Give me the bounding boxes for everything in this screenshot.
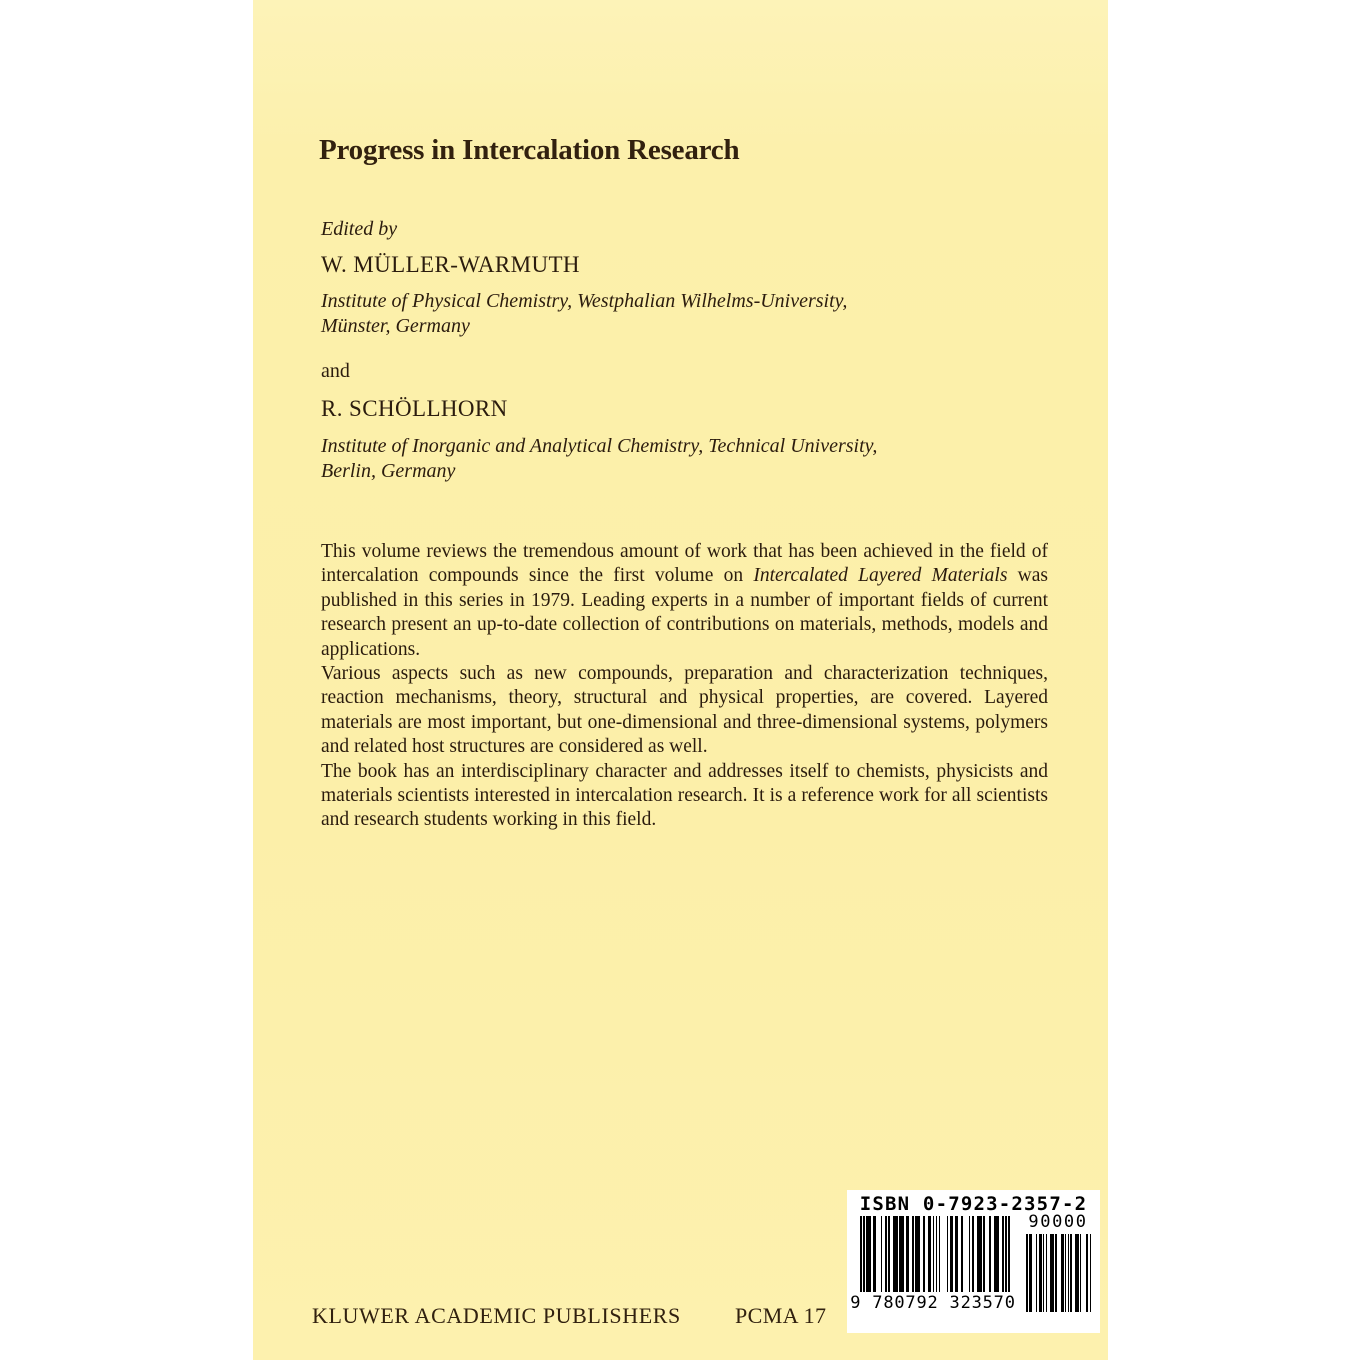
supplement-barcode <box>1025 1234 1091 1312</box>
book-title: Progress in Intercalation Research <box>319 134 740 166</box>
isbn-number: ISBN 0-7923-2357-2 <box>859 1193 1088 1215</box>
description-paragraph-1-text: This volume reviews the tremendous amount of work that has been achieved in the field of intercalation compounds since the first volume on <box>321 541 1048 587</box>
description-paragraph-1-text-cont: was published in this series in 1979. Leading experts in a number of important fields of current research present an up-to-date collection of contributions on materials, methods, models and applications. <box>321 565 1049 660</box>
editor-1-name: W. MÜLLER-WARMUTH <box>321 252 580 277</box>
series-code: PCMA 17 <box>735 1303 827 1328</box>
editor-1-affiliation-line-2: Münster, Germany <box>321 315 470 337</box>
editor-1-affiliation <box>321 289 847 339</box>
edited-by-label: Edited by <box>321 218 398 240</box>
book-back-cover <box>253 0 1108 1360</box>
publisher-name: KLUWER ACADEMIC PUBLISHERS <box>312 1303 681 1328</box>
editor-2-affiliation-line-2: Berlin, Germany <box>321 460 456 482</box>
description-paragraph-2: Various aspects such as new compounds, preparation and characterization techniques, reaction mechanisms, theory, structural and physical properties, are covered. Layered materials are most important, but one-dimensional and three-dimensional systems, polymers and related host structures are considered as well. <box>321 663 1048 758</box>
editor-1-affiliation-line-1: Institute of Physical Chemistry, Westphalian Wilhelms-University, <box>321 290 848 312</box>
editor-2-affiliation-line-1: Institute of Inorganic and Analytical Chemistry, Technical University, <box>321 435 878 457</box>
and-label: and <box>321 360 350 382</box>
description-paragraph-3: The book has an interdisciplinary character and addresses itself to chemists, physicists and materials scientists interested in intercalation research. It is a reference work for all scientists and research students working in this field. <box>321 760 1048 831</box>
supplement-digits: 90000 <box>1028 1212 1088 1232</box>
ean13-digits: 9 780792 323570 <box>848 1292 1018 1314</box>
editor-2-name: R. SCHÖLLHORN <box>321 396 508 421</box>
description-paragraph-1-italic-title: Intercalated Layered Materials <box>753 565 1008 587</box>
isbn-barcode-panel <box>847 1190 1100 1333</box>
book-description <box>321 540 1048 833</box>
description-paragraph-1 <box>321 540 1048 662</box>
editor-2-affiliation <box>321 434 877 484</box>
